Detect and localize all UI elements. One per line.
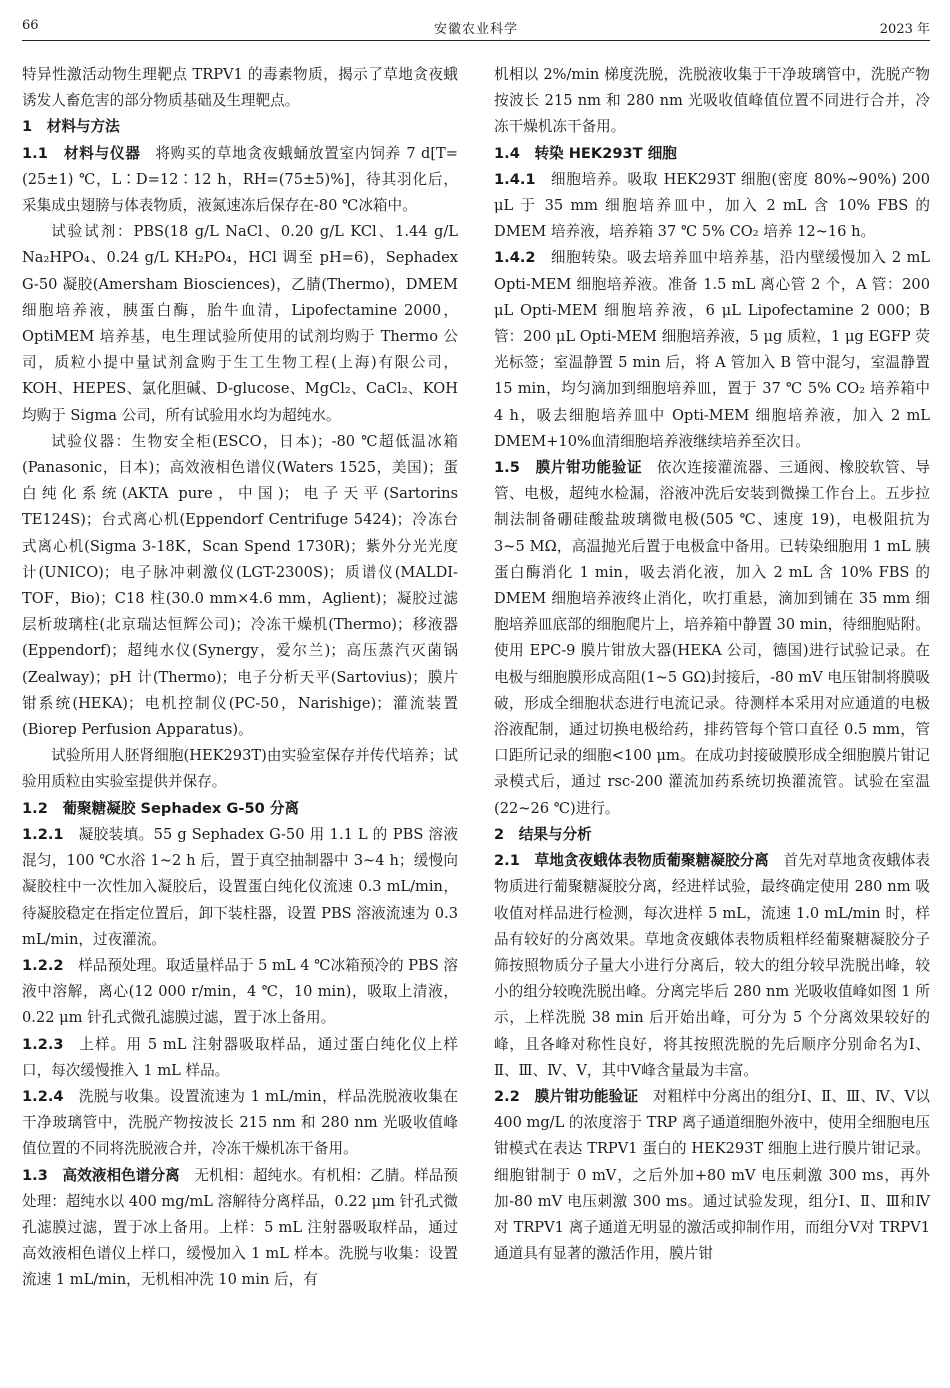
- journal-title: 安徽农业科学: [433, 22, 518, 37]
- subsection-paragraph: [22, 953, 458, 1032]
- subsection-heading: 1.2.1: [22, 825, 64, 843]
- paragraph-text: 凝胶装填。55 g Sephadex G-50 用 1.1 L 的 PBS 溶液混匀，100 ℃水浴 1~2 h 后，置于真空抽制器中 3~4 h；缓慢向凝胶柱中一次性加入凝胶后，设置蛋白纯化仪流速 0.3 mL/min，待凝胶稳定在指定位置后，卸下装柱器，设置 PBS 溶液流速为 0.3 mL/min，过夜灌流。: [22, 825, 458, 948]
- subsection-heading: 2.1 草地贪夜蛾体表物质葡聚糖凝胶分离: [494, 852, 769, 870]
- subsection-heading: 1.2.4: [22, 1087, 64, 1105]
- left-column: [22, 62, 458, 1294]
- paragraph-text: 细胞转染。吸去培养皿中培养基，沿内壁缓慢加入 2 mL Opti-MEM 细胞培养液。准备 1.5 mL 离心管 2 个，A 管：200 μL Opti-MEM 细胞培养液，6 μL Lipofectamine 2 000；B 管：200 μL Opti-MEM 细胞培养液，5 μg 质粒，1 μg EGFP 荧光标签；室温静置 5 min 后，将 A 管加入 B 管中混匀，室温静置 15 min，均匀滴加到细胞培养皿，置于 37 ℃ 5% CO₂ 培养箱中 4 h，吸去细胞培养皿中 Opti-MEM 细胞培养液，加入 2 mL DMEM+10%血清细胞培养液继续培养至次日。: [494, 249, 930, 450]
- subsection-paragraph: [22, 822, 458, 953]
- subsection-paragraph: [494, 455, 930, 822]
- section-heading: 1.2 葡聚糖凝胶 Sephadex G-50 分离: [22, 799, 300, 817]
- paragraph-text: 细胞培养。吸取 HEK293T 细胞(密度 80%~90%) 200 μL 于 35 mm 细胞培养皿中，加入 2 mL 含 10% FBS 的 DMEM 培养液，培养箱 37 ℃ 5% CO₂ 培养 12~16 h。: [494, 170, 930, 241]
- subsection-heading: 1.5 膜片钳功能验证: [494, 459, 643, 477]
- running-header: [22, 14, 930, 41]
- paragraph-text: 样品预处理。取适量样品于 5 mL 4 ℃冰箱预冷的 PBS 溶液中溶解，离心(12 000 r/min，4 ℃，10 min)，吸取上清液，0.22 μm 针孔式微孔滤膜过滤，置于冰上备用。: [22, 956, 458, 1027]
- body-paragraph: 试验所用人胚肾细胞(HEK293T)由实验室保存并传代培养；试验用质粒由实验室提供并保存。: [22, 747, 458, 791]
- subsection-paragraph: [494, 245, 930, 455]
- right-column: [494, 62, 930, 1267]
- body-paragraph: 试验试剂：PBS(18 g/L NaCl、0.20 g/L KCl、1.44 g/L Na₂HPO₄、0.24 g/L KH₂PO₄，HCl 调至 pH=6)，Sephadex G-50 凝胶(Amersham Biosciences)，乙腈(Thermo)，DMEM 细胞培养液，胰蛋白酶，胎牛血清，Lipofectamine 2000，OptiMEM 培养基，电生理试验所使用的试剂均购于 Thermo 公司，质粒小提中量试剂盒购于生工生物工程(上海)有限公司，KOH、HEPES、氯化胆碱、D-glucose、MgCl₂、CaCl₂、KOH 均购于 Sigma 公司，所有试验用水均为超纯水。: [22, 223, 458, 424]
- body-paragraph: 机相以 2%/min 梯度洗脱，洗脱液收集于干净玻璃管中，洗脱产物按波长 215 nm 和 280 nm 光吸收值峰值位置不同进行合并，冷冻干燥机冻干备用。: [494, 66, 930, 136]
- section-heading: 2 结果与分析: [494, 825, 592, 843]
- subsection-paragraph: [494, 167, 930, 246]
- paragraph-text: 首先对草地贪夜蛾体表物质进行葡聚糖凝胶分离，经进样试验，最终确定使用 280 nm 吸收值对样品进行检测，每次进样 5 mL，流速 1.0 mL/min 时，样品有较好的分离效果。草地贪夜蛾体表物质粗样经葡聚糖凝胶分子筛按照物质分子量大小进行分离后，较大的组分较早洗脱出峰，较小的组分较晚洗脱出峰。分离完毕后 280 nm 光吸收值峰如图 1 所示，上样洗脱 38 min 后开始出峰，可分为 5 个分离效果较好的峰，且各峰对称性良好，将其按照洗脱的先后顺序分别命名为Ⅰ、Ⅱ、Ⅲ、Ⅳ、Ⅴ，其中Ⅴ峰含量最为丰富。: [494, 852, 930, 1079]
- publication-year: 2023 年: [879, 22, 930, 37]
- subsection-paragraph: [494, 848, 930, 1084]
- paragraph-text: 上样。用 5 mL 注射器吸取样品，通过蛋白纯化仪上样口，每次缓慢推入 1 mL 样品。: [22, 1035, 458, 1079]
- subsection-heading: 1.3 高效液相色谱分离: [22, 1166, 180, 1184]
- section-heading: 1 材料与方法: [22, 118, 120, 136]
- section-heading: 1.4 转染 HEK293T 细胞: [494, 144, 677, 162]
- body-paragraph: 试验仪器：生物安全柜(ESCO，日本)；-80 ℃超低温冰箱(Panasonic，日本)；高效液相色谱仪(Waters 1525，美国)；蛋白纯化系统(AKTA pure，中国)；电子天平(Sartorins TE124S)；台式离心机(Eppendorf Centrifuge 5424)；冷冻台式离心机(Sigma 3-18K，Scan Spend 1730R)；紫外分光光度计(UNICO)；电子脉冲刺激仪(LGT-2300S)；质谱仪(MALDI-TOF，Bio)；C18 柱(30.0 mm×4.6 mm，Aglient)；凝胶过滤层析玻璃柱(北京瑞达恒辉公司)；冷冻干燥机(Thermo)；移液器(Eppendorf)；超纯水仪(Synergy，爱尔兰)；高压蒸汽灭菌锅(Zealway)；pH 计(Thermo)；电子分析天平(Sartovius)；膜片钳系统(HEKA)；电机控制仪(PC-50，Narishige)；灌流装置(Biorep Perfusion Apparatus)。: [22, 432, 458, 739]
- body-paragraph: 特异性激活动物生理靶点 TRPV1 的毒素物质，揭示了草地贪夜蛾诱发人畜危害的部分物质基础及生理靶点。: [22, 66, 458, 110]
- paragraph-text: 对粗样中分离出的组分Ⅰ、Ⅱ、Ⅲ、Ⅳ、Ⅴ以 400 mg/L 的浓度溶于 TRP 离子通道细胞外液中，使用全细胞电压钳模式在表达 TRPV1 蛋白的 HEK293T 细胞上进行膜片钳记录。细胞钳制于 0 mV，之后外加+80 mV 电压刺激 300 ms，再外加-80 mV 电压刺激 300 ms。通过试验发现，组分Ⅰ、Ⅱ、Ⅲ和Ⅳ对 TRPV1 离子通道无明显的激活或抑制作用，而组分Ⅴ对 TRPV1 通道具有显著的激活作用，膜片钳: [494, 1087, 930, 1263]
- subsection-paragraph: [22, 1084, 458, 1163]
- subsection-paragraph: [22, 1163, 458, 1294]
- subsection-paragraph: [494, 1084, 930, 1267]
- subsection-paragraph: [22, 141, 458, 220]
- subsection-heading: 1.4.1: [494, 170, 536, 188]
- paragraph-text: 无机相：超纯水。有机相：乙腈。样品预处理：超纯水以 400 mg/mL 溶解待分离样品，0.22 μm 针孔式微孔滤膜过滤，置于冰上备用。上样：5 mL 注射器吸取样品，通过高效液相色谱仪上样口，缓慢加入 1 mL 样本。洗脱与收集：设置流速 1 mL/min，无机相冲洗 10 min 后，有: [22, 1166, 458, 1289]
- paragraph-text: 依次连接灌流器、三通阀、橡胶软管、导管、电极，超纯水检漏，浴液冲洗后安装到微操工作台上。五步拉制法制备硼硅酸盐玻璃微电极(505 ℃、速度 19)，电极阻抗为 3~5 MΩ，高温抛光后置于电极盒中备用。已转染细胞用 1 mL 胰蛋白酶消化 1 min，吸去消化液，加入 2 mL 含 10% FBS 的 DMEM 细胞培养液终止消化，吹打重悬，滴加到铺在 35 mm 细胞培养皿底部的细胞爬片上，培养箱中静置 30 min，待细胞贴附。使用 EPC-9 膜片钳放大器(HEKA 公司，德国)进行试验记录。在电极与细胞膜形成高阻(1~5 GΩ)封接后，-80 mV 电压钳制将膜吸破，形成全细胞状态进行电流记录。待测样本采用对应通道的电极浴液配制，通过切换电极给药，排药管每个管口直径 0.5 mm，管口距所记录的细胞<100 μm。在成功封接破膜形成全细胞膜片钳记录模式后，通过 rsc-200 灌流加药系统切换灌流管。试验在室温(22~26 ℃)进行。: [494, 459, 930, 817]
- paragraph-text: 将购买的草地贪夜蛾蛹放置室内饲养 7 d[T=(25±1) ℃，L∶D=12∶12 h，RH=(75±5)%]，待其羽化后，采集成虫翅膀与体表物质，液氮速冻后保存在-80 ℃冰箱中。: [22, 144, 458, 215]
- subsection-heading: 1.4.2: [494, 249, 536, 267]
- subsection-heading: 1.1 材料与仪器: [22, 144, 141, 162]
- paragraph-text: 洗脱与收集。设置流速为 1 mL/min，样品洗脱液收集在干净玻璃管中，洗脱产物按波长 215 nm 和 280 nm 光吸收值峰值位置的不同将洗脱液合并，冷冻干燥机冻干备用。: [22, 1087, 458, 1158]
- subsection-heading: 2.2 膜片钳功能验证: [494, 1087, 639, 1105]
- subsection-heading: 1.2.3: [22, 1035, 64, 1053]
- page-number: 66: [22, 18, 39, 33]
- subsection-heading: 1.2.2: [22, 956, 64, 974]
- subsection-paragraph: [22, 1032, 458, 1084]
